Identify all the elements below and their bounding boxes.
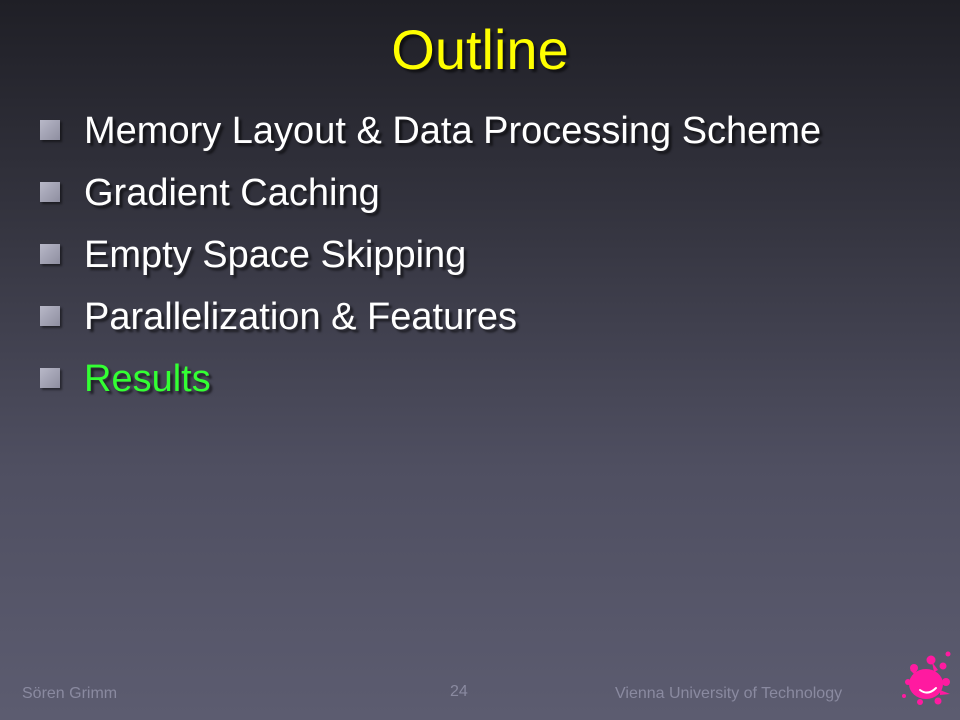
footer-author: Sören Grimm <box>22 685 118 702</box>
bullet-text: Gradient Caching <box>84 172 380 214</box>
slide-title: Outline <box>391 18 569 81</box>
square-bullet-icon <box>40 368 60 388</box>
bullet-item <box>40 100 940 162</box>
square-bullet-icon <box>40 306 60 326</box>
footer-page-number: 24 <box>450 683 468 700</box>
square-bullet-icon <box>40 244 60 264</box>
square-bullet-icon <box>40 120 60 140</box>
bullet-text: Empty Space Skipping <box>84 234 467 276</box>
bullet-item <box>40 224 940 286</box>
bullet-text: Memory Layout & Data Processing Scheme <box>84 110 822 152</box>
bullet-item <box>40 348 940 410</box>
bullet-list <box>40 100 940 410</box>
bullet-item <box>40 286 940 348</box>
bullet-text-highlighted: Results <box>84 358 211 400</box>
bullet-text: Parallelization & Features <box>84 296 517 338</box>
footer-institution: Vienna University of Technology <box>615 685 843 702</box>
bullet-item <box>40 162 940 224</box>
splash-logo-icon <box>898 648 954 708</box>
square-bullet-icon <box>40 182 60 202</box>
